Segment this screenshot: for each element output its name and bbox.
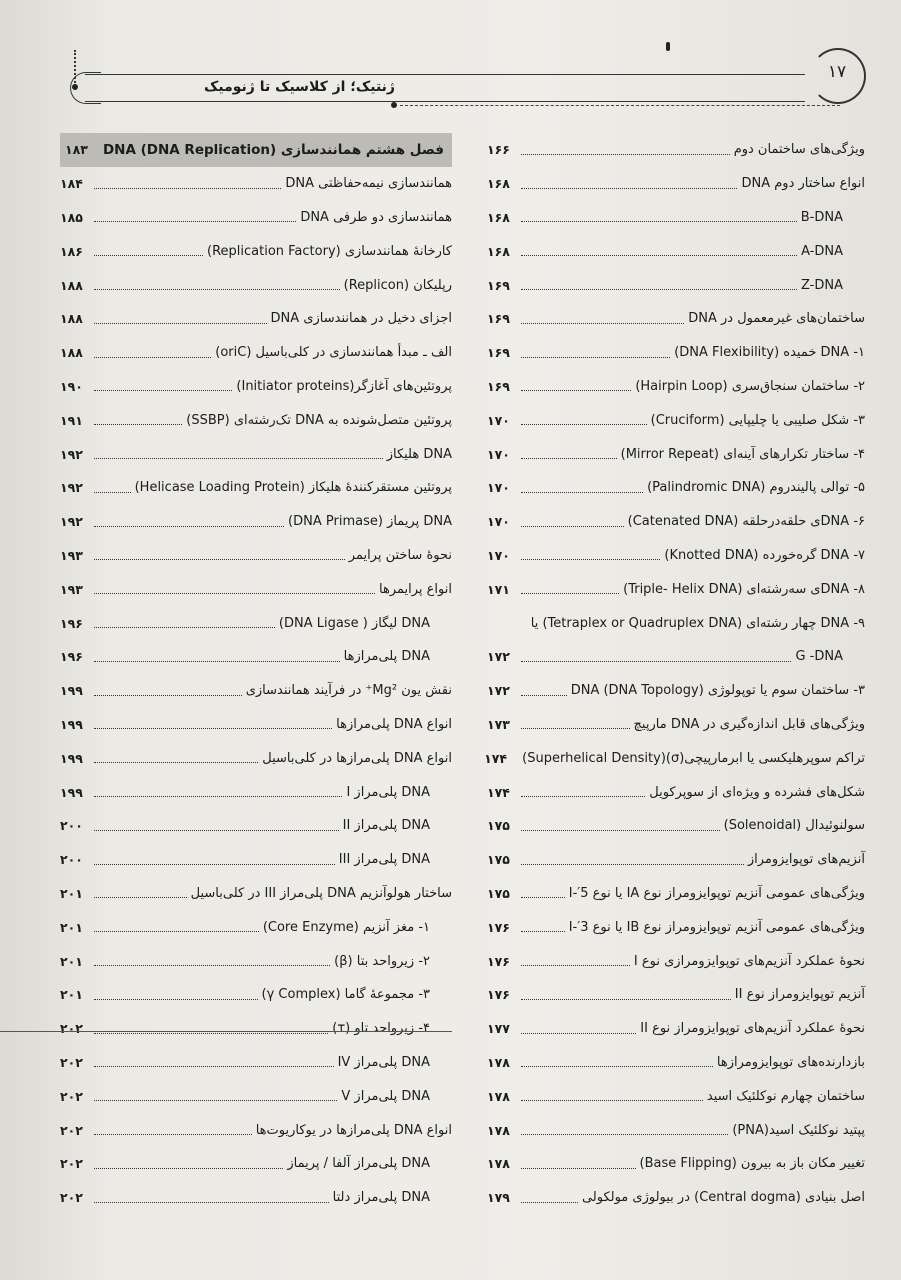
toc-entry-page: ۲۰۱: [60, 987, 83, 1003]
toc-leader-dots: [521, 829, 720, 831]
toc-entry-title: ۸- DNAی سه‌رشته‌ای (Triple- Helix DNA): [623, 581, 865, 597]
toc-entry-page: ۱۸۴: [60, 176, 83, 192]
toc-entry-title: انواع DNA پلی‌مرازها در کلی‌باسیل: [262, 750, 452, 766]
toc-entry-page: ۲۰۲: [60, 1021, 83, 1037]
toc-entry-page: ۱۷۴: [484, 750, 508, 766]
toc-entry-title: ۳- مجموعهٔ گاما (γ Complex): [261, 987, 430, 1003]
toc-entry: [60, 944, 452, 978]
toc-entry: [60, 539, 452, 573]
toc-entry-title: ساختمان‌های غیرمعمول در DNA: [688, 311, 865, 327]
toc-entry-title: آنزیم‌های توپوایزومراز: [747, 852, 865, 868]
toc-entry: [60, 302, 452, 336]
toc-entry-page: ۱۸۸: [60, 311, 83, 327]
toc-entry-page: ۱۷۷: [487, 1021, 510, 1037]
toc-entry-title: DNA پلی‌مراز III: [338, 852, 430, 868]
toc-entry-title: DNA پلی‌مراز V: [341, 1088, 430, 1104]
toc-entry-title: رپلیکان (Replicon): [343, 277, 452, 293]
toc-entry-page: ۲۰۲: [60, 1190, 83, 1206]
toc-entry-page: ۱۷۰: [487, 547, 510, 563]
toc-leader-dots: [94, 1065, 334, 1067]
toc-entry-page: ۲۰۱: [60, 919, 83, 935]
toc-column-left: [60, 133, 452, 1215]
toc-entry-page: ۱۷۰: [487, 480, 510, 496]
toc-entry: [487, 944, 865, 978]
toc-entry: [60, 1113, 452, 1147]
toc-entry: [60, 1147, 452, 1181]
toc-entry-page: ۱۹۲: [60, 446, 83, 462]
toc-entry: [60, 268, 452, 302]
toc-entry-page: ۲۰۲: [60, 1122, 83, 1138]
toc-leader-dots: [521, 1032, 636, 1034]
toc-entry: [487, 674, 865, 708]
toc-entry-page: ۱۶۸: [487, 176, 510, 192]
toc-leader-dots: [521, 660, 791, 662]
toc-entry-title: ساختمان چهارم نوکلئیک اسید: [706, 1088, 865, 1104]
toc-entry: [487, 133, 865, 167]
toc-leader-dots: [94, 220, 296, 222]
toc-entry-page: ۱۷۸: [487, 1088, 510, 1104]
toc-entry: [487, 268, 865, 302]
toc-entry-page: ۲۰۲: [60, 1156, 83, 1172]
toc-leader-dots: [521, 1167, 636, 1169]
toc-leader-dots: [94, 389, 232, 391]
toc-entry-title: انواع ساختار دوم DNA: [741, 176, 865, 192]
toc-entry-title: ۳- شکل صلیبی یا چلیپایی (Cruciform): [650, 412, 865, 428]
toc-entry-page: ۱۹۹: [60, 716, 83, 732]
toc-entry-title: ۱- مغز آنزیم (Core Enzyme): [262, 919, 430, 935]
toc-entry: [60, 606, 452, 640]
toc-entry-page: ۱۷۴: [487, 784, 510, 800]
toc-entry-page: ۱۶۹: [487, 345, 510, 361]
toc-entry-title: اصل بنیادی (Central dogma) در بیولوژی مولکولی: [581, 1190, 865, 1206]
toc-leader-dots: [521, 389, 631, 391]
toc-entry-title: انواع DNA پلی‌مرازها: [336, 716, 452, 732]
toc-entry-page: ۲۰۲: [60, 1054, 83, 1070]
toc-entry-title: G -DNA: [795, 649, 843, 665]
toc-leader-dots: [521, 288, 797, 290]
toc-leader-dots: [521, 694, 567, 696]
toc-leader-dots: [94, 829, 339, 831]
toc-leader-dots: [94, 356, 211, 358]
toc-entry-page: ۲۰۱: [60, 953, 83, 969]
toc-entry-page: ۱۶۹: [487, 277, 510, 293]
toc-entry-title: DNA پلی‌مراز I: [346, 784, 430, 800]
toc-entry: [487, 437, 865, 471]
toc-leader-dots: [94, 660, 340, 662]
toc-entry-page: ۱۷۶: [487, 953, 510, 969]
toc-entry: [60, 1181, 452, 1215]
toc-entry: [484, 741, 865, 775]
toc-entry-title: ۷- DNA گره‌خورده (Knotted DNA): [664, 547, 865, 563]
toc-entry-title: DNA لیگاز ( DNA Ligase): [278, 615, 430, 631]
toc-entry-title: نحوهٔ عملکرد آنزیم‌های توپوایزومراز نوع II: [640, 1021, 865, 1037]
toc-entry: [487, 539, 865, 573]
toc-entry: [487, 471, 865, 505]
toc-entry-title: آنزیم توپوایزومراز نوع II: [734, 987, 865, 1003]
toc-entry: [60, 471, 452, 505]
toc-entry: [487, 1012, 865, 1046]
toc-leader-dots: [94, 694, 242, 696]
toc-entry-title: DNA پلی‌مراز دلتا: [332, 1190, 430, 1206]
chapter-heading: [60, 133, 452, 167]
toc-leader-dots: [521, 1099, 703, 1101]
toc-leader-dots: [521, 1065, 713, 1067]
toc-entry-page: ۱۷۸: [487, 1122, 510, 1138]
toc-entry: [60, 640, 452, 674]
toc-entry-page: ۱۸۵: [60, 209, 83, 225]
toc-leader-dots: [521, 795, 645, 797]
toc-entry-title: نحوهٔ عملکرد آنزیم‌های توپوایزومرازی نوع I: [633, 953, 865, 969]
toc-entry-title: همانندسازی نیمه‌حفاظتی DNA: [285, 176, 452, 192]
toc-entry: [487, 606, 865, 640]
toc-leader-dots: [521, 896, 565, 898]
toc-entry-title: ویژگی‌های عمومی آنزیم توپوایزومراز نوع IA یا نوع 5′-I: [568, 885, 865, 901]
toc-entry-title: نحوهٔ ساختن پرایمر: [348, 547, 452, 563]
toc-entry: [487, 1113, 865, 1147]
toc-entry-page: ۱۹۹: [60, 784, 83, 800]
toc-leader-dots: [94, 626, 275, 628]
toc-entry-page: ۱۸۸: [60, 345, 83, 361]
toc-entry: [60, 336, 452, 370]
divider-dot: [391, 102, 397, 108]
toc-entry: [487, 843, 865, 877]
toc-entry-title: اجزای دخیل در همانندسازی DNA: [270, 311, 452, 327]
toc-entry: [487, 234, 865, 268]
toc-leader-dots: [94, 964, 330, 966]
toc-entry: [487, 708, 865, 742]
toc-entry: [60, 809, 452, 843]
toc-entry: [487, 1046, 865, 1080]
toc-leader-dots: [521, 558, 660, 560]
toc-entry: [487, 302, 865, 336]
toc-entry-title: پروتئین مستقرکنندهٔ هلیکاز (Helicase Loading Protein): [134, 480, 452, 496]
toc-entry-title: ویژگی‌های ساختمان دوم: [733, 142, 865, 158]
toc-entry: [60, 775, 452, 809]
toc-entry: [487, 1181, 865, 1215]
toc-entry-title: DNA پلی‌مراز آلفا / پریماز: [287, 1156, 430, 1172]
toc-leader-dots: [94, 998, 258, 1000]
toc-entry-title: ۵- توالی پالیندروم (Palindromic DNA): [647, 480, 865, 496]
toc-entry: [487, 640, 865, 674]
toc-leader-dots: [521, 727, 630, 729]
toc-entry: [487, 336, 865, 370]
toc-entry: [487, 910, 865, 944]
toc-entry-page: ۲۰۰: [60, 852, 83, 868]
page-number: ۱۷: [827, 62, 847, 82]
toc-entry-page: ۱۹۰: [60, 378, 83, 394]
toc-entry: [60, 370, 452, 404]
toc-entry-page: ۱۹۶: [60, 649, 83, 665]
toc-entry-title: A-DNA: [801, 243, 843, 259]
toc-entry-title: ۲- ساختمان سنجاق‌سری (Hairpin Loop): [635, 378, 865, 394]
toc-entry: [487, 775, 865, 809]
toc-entry-page: ۱۷۸: [487, 1054, 510, 1070]
toc-entry-title: ۱- DNA خمیده (DNA Flexibility): [674, 345, 865, 361]
toc-entry-title: ۶- DNAی حلقه‌درحلقه (Catenated DNA): [627, 514, 865, 530]
toc-entry: [487, 1147, 865, 1181]
toc-leader-dots: [521, 187, 737, 189]
toc-entry-page: ۱۷۶: [487, 987, 510, 1003]
toc-leader-dots: [94, 1167, 283, 1169]
toc-entry-page: ۱۹۲: [60, 514, 83, 530]
toc-entry-title: DNA پلی‌مراز II: [342, 818, 430, 834]
toc-entry-page: ۱۷۵: [487, 885, 510, 901]
toc-entry-page: ۱۷۱: [487, 581, 510, 597]
toc-entry-page: ۱۸۶: [60, 243, 83, 259]
toc-entry-title: ۴- ساختار تکرارهای آینه‌ای (Mirror Repeat): [620, 446, 865, 462]
toc-leader-dots: [521, 220, 797, 222]
toc-entry: [487, 201, 865, 235]
toc-leader-dots: [521, 998, 731, 1000]
toc-entry-page: ۱۹۳: [60, 547, 83, 563]
toc-leader-dots: [94, 761, 258, 763]
toc-entry-title: شکل‌های فشرده و ویژه‌ای از سوپرکویل: [649, 784, 865, 800]
toc-entry: [487, 505, 865, 539]
toc-leader-dots: [521, 964, 630, 966]
toc-entry: [60, 167, 452, 201]
toc-entry: [60, 674, 452, 708]
toc-entry-page: ۲۰۲: [60, 1088, 83, 1104]
toc-entry-title: تغییر مکان باز به بیرون (Base Flipping): [639, 1156, 865, 1172]
toc-leader-dots: [94, 558, 345, 560]
toc-leader-dots: [94, 288, 340, 290]
toc-entry: [60, 741, 452, 775]
toc-leader-dots: [94, 1099, 337, 1101]
toc-leader-dots: [521, 525, 624, 527]
toc-entry-title: همانندسازی دو طرفی DNA: [300, 209, 452, 225]
toc-entry-title: B-DNA: [800, 209, 843, 225]
toc-leader-dots: [521, 592, 619, 594]
toc-entry-page: ۱۷۵: [487, 852, 510, 868]
toc-leader-dots: [521, 322, 684, 324]
toc-entry: [487, 877, 865, 911]
toc-entry-title: تراکم سوپرهلیکسی یا ابرمارپیچی(σ)(Superhelical Density): [522, 750, 865, 766]
toc-entry-title: DNA پریماز (DNA Primase): [288, 514, 452, 530]
toc-leader-dots: [521, 930, 565, 932]
toc-entry-title: پروتئین متصل‌شونده به DNA تک‌رشته‌ای (SSBP): [186, 412, 452, 428]
toc-entry: [60, 1046, 452, 1080]
toc-leader-dots: [94, 423, 182, 425]
header-dashed-divider: [400, 105, 840, 106]
toc-entry: [60, 877, 452, 911]
toc-entry-page: ۱۹۹: [60, 683, 83, 699]
toc-leader-dots: [521, 254, 797, 256]
toc-entry: [487, 370, 865, 404]
toc-entry: [60, 572, 452, 606]
toc-leader-dots: [94, 254, 203, 256]
toc-entry-page: ۱۹۳: [60, 581, 83, 597]
toc-entry-title: پروتئین‌های آغازگر(Initiator proteins): [236, 378, 452, 394]
toc-entry-title: ویژگی‌های عمومی آنزیم توپوایزومراز نوع IB یا نوع 3′-I: [568, 919, 865, 935]
toc-leader-dots: [521, 423, 647, 425]
toc-leader-dots: [94, 1201, 329, 1203]
page-mark: [666, 42, 670, 51]
toc-leader-dots: [94, 930, 259, 932]
toc-leader-dots: [94, 187, 281, 189]
toc-leader-dots: [94, 896, 187, 898]
toc-leader-dots: [94, 491, 131, 493]
toc-entry-page: ۱۷۲: [487, 683, 510, 699]
toc-entry-page: ۱۷۰: [487, 446, 510, 462]
toc-entry-title: فصل هشتم همانندسازی DNA (DNA Replication): [102, 141, 444, 158]
toc-entry: [60, 1079, 452, 1113]
toc-entry: [487, 167, 865, 201]
toc-entry-page: ۱۷۰: [487, 514, 510, 530]
toc-entry-title: ویژگی‌های قابل اندازه‌گیری در DNA مارپیچ: [633, 716, 865, 732]
toc-entry: [487, 978, 865, 1012]
toc-entry: [60, 1012, 452, 1046]
toc-entry: [60, 708, 452, 742]
toc-entry-title: سولنوئیدال (Solenoidal): [723, 818, 865, 834]
toc-entry: [60, 201, 452, 235]
toc-entry-title: الف ـ مبدأ همانندسازی در کلی‌باسیل (oriC): [215, 345, 452, 361]
toc-entry-title: انواع DNA پلی‌مرازها در یوکاریوت‌ها: [255, 1122, 452, 1138]
toc-entry-page: ۱۶۹: [487, 311, 510, 327]
toc-entry: [487, 572, 865, 606]
scan-line: [0, 1031, 452, 1032]
toc-entry-title: انواع پرایمرها: [379, 581, 452, 597]
toc-entry-title: ۴- زیرواحد تاو (τ): [332, 1021, 430, 1037]
toc-leader-dots: [521, 1133, 728, 1135]
toc-entry-page: ۱۷۲: [487, 649, 510, 665]
toc-entry-page: ۱۶۶: [487, 142, 510, 158]
toc-entry: [60, 910, 452, 944]
toc-entry-page: ۱۹۶: [60, 615, 83, 631]
toc-entry: [60, 437, 452, 471]
toc-leader-dots: [94, 727, 332, 729]
toc-entry: [60, 403, 452, 437]
toc-entry-page: ۱۸۳: [64, 142, 88, 158]
toc-entry-page: ۱۸۸: [60, 277, 83, 293]
toc-entry: [487, 1079, 865, 1113]
toc-entry: [60, 505, 452, 539]
toc-entry-page: ۱۷۵: [487, 818, 510, 834]
toc-entry-page: ۱۷۹: [487, 1190, 510, 1206]
toc-leader-dots: [94, 322, 267, 324]
toc-entry: [487, 809, 865, 843]
toc-entry-title: Z-DNA: [801, 277, 843, 293]
toc-leader-dots: [521, 153, 730, 155]
toc-entry-title: بازدارنده‌های توپوایزومرازها: [716, 1054, 865, 1070]
toc-entry-title: ۹- DNA چهار رشته‌ای (Tetraplex or Quadruplex DNA) یا: [530, 615, 865, 631]
toc-entry-page: ۱۶۸: [487, 243, 510, 259]
toc-column-right: [484, 133, 865, 1215]
toc-entry: [60, 843, 452, 877]
toc-leader-dots: [521, 863, 744, 865]
toc-entry-page: ۲۰۰: [60, 818, 83, 834]
toc-leader-dots: [521, 356, 670, 358]
toc-entry-page: ۱۶۹: [487, 378, 510, 394]
toc-leader-dots: [521, 457, 617, 459]
toc-entry-title: ۲- زیرواحد بتا (β): [334, 953, 430, 969]
toc-leader-dots: [94, 457, 383, 459]
toc-entry-title: پپتید نوکلئیک اسید(PNA): [732, 1122, 865, 1138]
toc-leader-dots: [521, 1201, 578, 1203]
toc-entry-page: ۱۷۸: [487, 1156, 510, 1172]
toc-entry-title: نقش یون Mg²⁺ در فرآیند همانندسازی: [245, 683, 452, 699]
toc-entry: [487, 403, 865, 437]
toc-entry-title: DNA پلی‌مرازها: [343, 649, 430, 665]
toc-leader-dots: [94, 1133, 252, 1135]
toc-leader-dots: [521, 491, 643, 493]
toc-entry-page: ۱۹۱: [60, 412, 83, 428]
toc-entry-title: کارخانهٔ همانندسازی (Replication Factory): [207, 243, 452, 259]
toc-entry-title: ساختار هولوآنزیم DNA پلی‌مراز III در کلی‌باسیل: [190, 885, 452, 901]
toc-entry-title: DNA پلی‌مراز IV: [337, 1054, 430, 1070]
toc-entry-page: ۱۷۳: [487, 716, 510, 732]
toc-entry-page: ۱۹۲: [60, 480, 83, 496]
toc-entry-page: ۲۰۱: [60, 885, 83, 901]
header-rule: [85, 74, 805, 102]
toc-entry-page: ۱۶۸: [487, 209, 510, 225]
toc-entry-page: ۱۷۶: [487, 919, 510, 935]
toc-entry-title: DNA هلیکاز: [386, 446, 452, 462]
toc-entry-title: ۳- ساختمان سوم یا توپولوژی DNA (DNA Topology): [570, 683, 865, 699]
toc-entry: [60, 978, 452, 1012]
toc-entry: [60, 234, 452, 268]
toc-entry-page: ۱۹۹: [60, 750, 83, 766]
running-header-title: ژنتیک؛ از کلاسیک تا ژنومیک: [204, 79, 395, 95]
toc-entry-page: ۱۷۰: [487, 412, 510, 428]
toc-leader-dots: [94, 863, 335, 865]
toc-leader-dots: [94, 592, 375, 594]
toc-leader-dots: [94, 795, 342, 797]
toc-leader-dots: [94, 525, 284, 527]
